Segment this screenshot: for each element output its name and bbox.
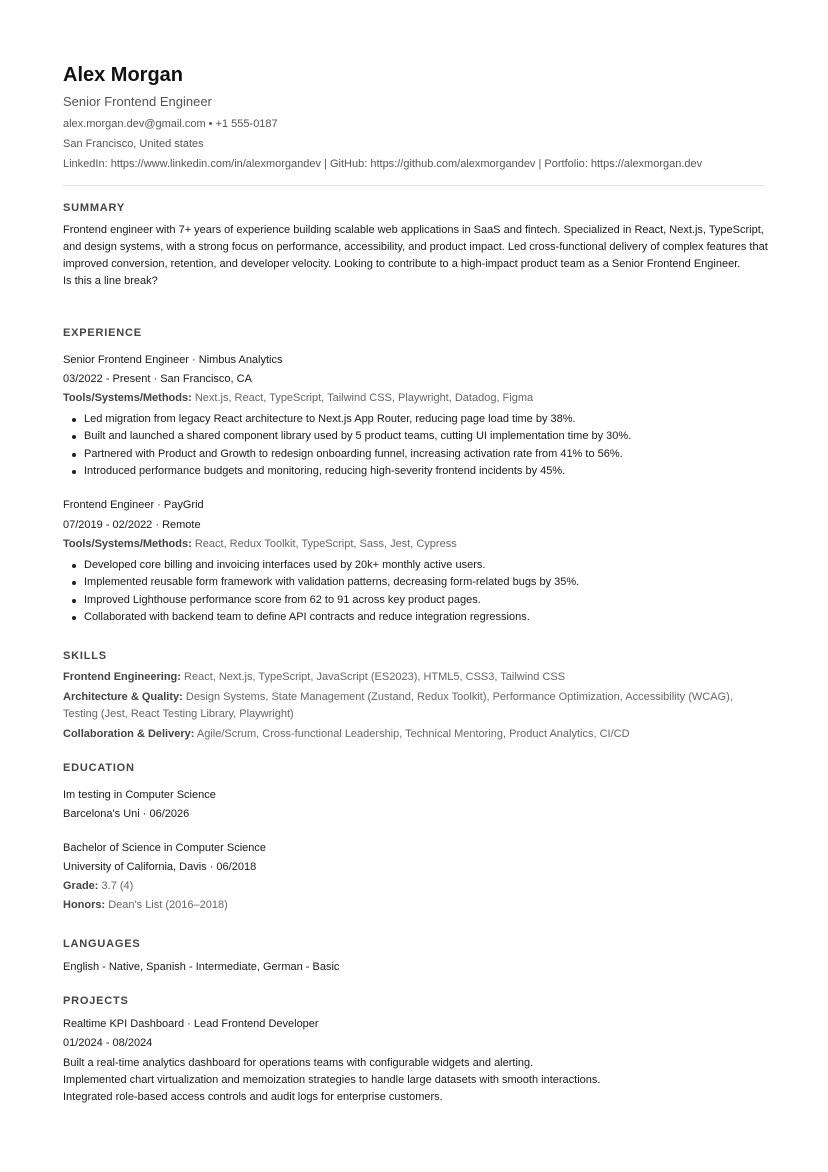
- grade-value: 3.7 (4): [101, 880, 134, 892]
- list-item: Improved Lighthouse performance score from 62 to 91 across key product pages.: [63, 592, 579, 609]
- tools-label: Tools/Systems/Methods:: [63, 538, 192, 550]
- language-level: Intermediate: [195, 961, 257, 973]
- degree-title: Bachelor of Science in Computer Science: [63, 842, 266, 854]
- degree-meta: Barcelona's Uni · 06/2026: [63, 808, 190, 820]
- location-line: San Francisco, United states: [63, 138, 204, 150]
- project-line: Integrated role-based access controls and audit logs for enterprise customers.: [63, 1091, 443, 1103]
- skill-value: React, Next.js, TypeScript, JavaScript (ES2023), HTML5, CSS3, Tailwind CSS: [184, 671, 566, 683]
- language-name: English: [63, 961, 100, 973]
- languages-heading: LANGUAGES: [63, 938, 141, 950]
- summary-extra-line: Is this a line break?: [63, 275, 158, 287]
- job-bullets: [63, 411, 631, 480]
- skill-row: [63, 671, 565, 683]
- language-level: Basic: [312, 961, 340, 973]
- skill-label: Collaboration & Delivery:: [63, 728, 195, 740]
- skill-value: Design Systems, State Management (Zustand, Redux Toolkit), Performance Optimization, Accessibility (WCAG),: [185, 691, 733, 703]
- tools-value: React, Redux Toolkit, TypeScript, Sass, Jest, Cypress: [194, 538, 457, 550]
- skill-value: Testing (Jest, React Testing Library, Playwright): [63, 708, 294, 720]
- list-item: Implemented reusable form framework with validation patterns, decreasing form-related bugs by 35%.: [63, 574, 579, 591]
- list-item: Built and launched a shared component library used by 5 product teams, cutting UI implementation time by 30%.: [63, 428, 631, 445]
- language-name: Spanish: [146, 961, 186, 973]
- job-meta: 07/2019 - 02/2022 · Remote: [63, 519, 201, 531]
- list-item: Introduced performance budgets and monitoring, reducing high-severity frontend incidents by 45%.: [63, 463, 631, 480]
- job-title: Frontend Engineer · PayGrid: [63, 499, 204, 511]
- skill-value: Agile/Scrum, Cross-functional Leadership, Technical Mentoring, Product Analytics, CI/CD: [196, 728, 630, 740]
- language-joiner: ,: [256, 961, 263, 973]
- candidate-headline: Senior Frontend Engineer: [63, 94, 212, 109]
- project-line: Built a real-time analytics dashboard for operations teams with configurable widgets and alerting.: [63, 1057, 534, 1069]
- honors-value: Dean's List (2016–2018): [108, 899, 228, 911]
- degree-grade: [63, 880, 133, 892]
- job-bullets: [63, 557, 579, 626]
- summary-paragraph: Frontend engineer with 7+ years of experience building scalable web applications in SaaS and fintech. Specialized in React, Next.js, TypeScript, and design systems, with a strong focus on performance, accessibility, and product impact. Led cross-functional delivery of complex features that improved conversion, retention, and developer velocity. Looking to contribute to a high-impact product team as a Senior Frontend Engineer.: [63, 224, 768, 270]
- degree-honors: [63, 899, 228, 911]
- summary-text: [63, 222, 768, 290]
- tools-label: Tools/Systems/Methods:: [63, 392, 192, 404]
- list-item: Collaborated with backend team to define API contracts and reduce integration regressions.: [63, 609, 579, 626]
- project-dates: 01/2024 - 08/2024: [63, 1037, 153, 1049]
- skill-label: Architecture & Quality:: [63, 691, 183, 703]
- contact-line: alex.morgan.dev@gmail.com • +1 555-0187: [63, 118, 278, 130]
- header-divider: [63, 185, 765, 186]
- project-title: Realtime KPI Dashboard · Lead Frontend Developer: [63, 1018, 319, 1030]
- language-separator: -: [302, 961, 313, 973]
- experience-heading: EXPERIENCE: [63, 327, 142, 339]
- language-level: Native: [108, 961, 141, 973]
- language-separator: -: [99, 961, 109, 973]
- list-item: Partnered with Product and Growth to redesign onboarding funnel, increasing activation rate from 41% to 56%.: [63, 446, 631, 463]
- language-name: German: [263, 961, 303, 973]
- job-tools: [63, 392, 533, 404]
- list-item: Developed core billing and invoicing interfaces used by 20k+ monthly active users.: [63, 557, 579, 574]
- tools-value: Next.js, React, TypeScript, Tailwind CSS, Playwright, Datadog, Figma: [194, 392, 534, 404]
- projects-heading: PROJECTS: [63, 995, 129, 1007]
- job-title: Senior Frontend Engineer · Nimbus Analytics: [63, 354, 283, 366]
- skill-row-continued: [63, 708, 294, 720]
- degree-title: Im testing in Computer Science: [63, 789, 216, 801]
- languages-line: [63, 961, 339, 973]
- list-item: Led migration from legacy React architecture to Next.js App Router, reducing page load time by 38%.: [63, 411, 631, 428]
- job-meta: 03/2022 - Present · San Francisco, CA: [63, 373, 252, 385]
- skill-row: [63, 728, 630, 740]
- grade-label: Grade:: [63, 880, 99, 892]
- language-joiner: ,: [140, 961, 147, 973]
- degree-meta: University of California, Davis · 06/2018: [63, 861, 257, 873]
- summary-heading: SUMMARY: [63, 202, 126, 214]
- language-separator: -: [185, 961, 196, 973]
- honors-label: Honors:: [63, 899, 106, 911]
- education-heading: EDUCATION: [63, 762, 135, 774]
- project-line: Implemented chart virtualization and memoization strategies to handle large datasets with smooth interactions.: [63, 1074, 601, 1086]
- skill-label: Frontend Engineering:: [63, 671, 181, 683]
- candidate-name: Alex Morgan: [63, 64, 184, 86]
- job-tools: [63, 538, 457, 550]
- links-line: LinkedIn: https://www.linkedin.com/in/alexmorgandev | GitHub: https://github.com/alexmorgandev | Portfolio: https://alexmorgan.dev: [63, 158, 703, 170]
- skills-heading: SKILLS: [63, 650, 107, 662]
- skill-row: [63, 691, 733, 703]
